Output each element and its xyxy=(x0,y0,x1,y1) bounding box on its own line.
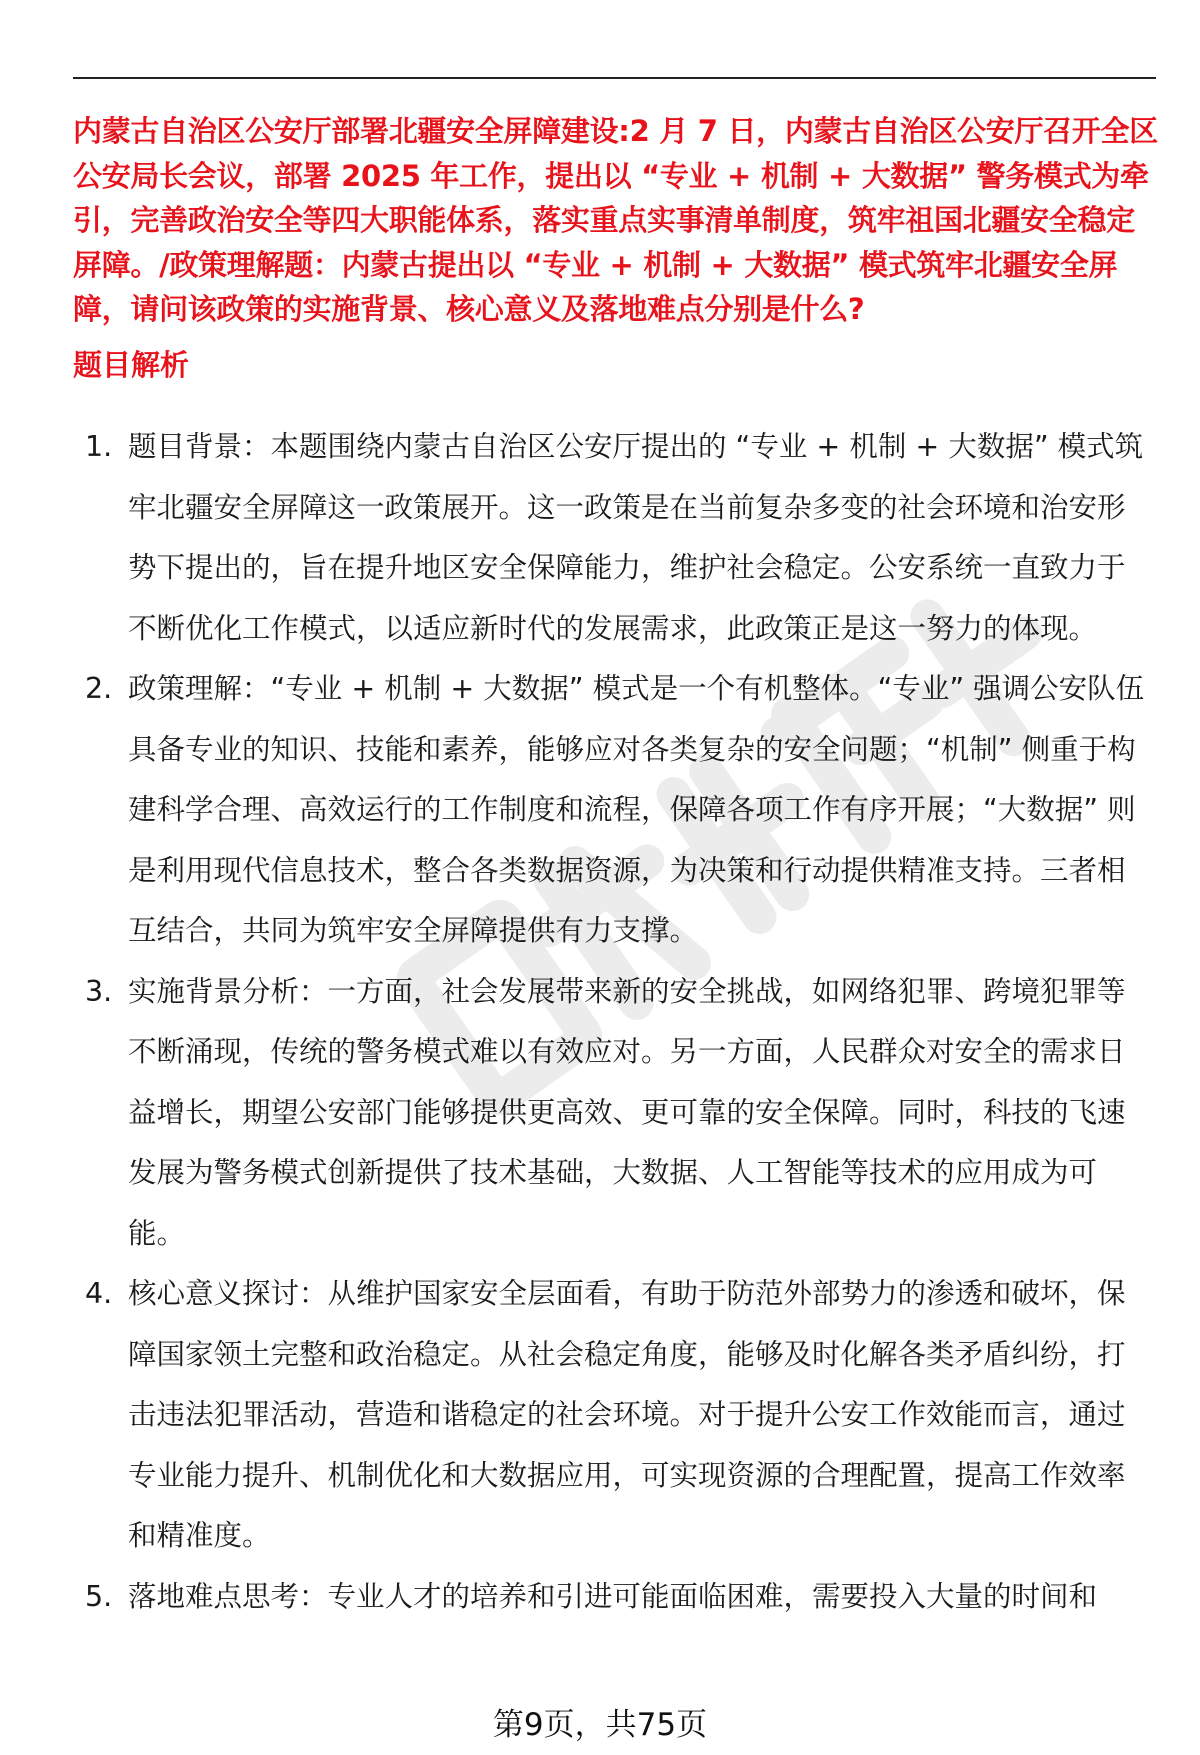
list-item xyxy=(73,1264,1153,1567)
header-rule xyxy=(73,77,1156,79)
analysis-list xyxy=(73,417,1153,1627)
list-item xyxy=(73,659,1153,962)
item-text: 题目背景：本题围绕内蒙古自治区公安厅提出的 “专业 + 机制 + 大数据” 模式筑牢北疆安全屏障这一政策展开。这一政策是在当前复杂多变的社会环境和治安形势下提出的，旨在提升地区安全保障能力，维护社会稳定。公安系统一直致力于不断优化工作模式，以适应新时代的发展需求，此政策正是这一努力的体现。 xyxy=(128,430,1144,645)
item-number: 4. xyxy=(85,1277,113,1310)
question-title: 内蒙古自治区公安厅部署北疆安全屏障建设:2 月 7 日，内蒙古自治区公安厅召开全区公安局长会议，部署 2025 年工作，提出以 “专业 + 机制 + 大数据” 警务模式为牵引，完善政治安全等四大职能体系，落实重点实事清单制度，筑牢祖国北疆安全稳定屏障。/政策理解题：内蒙古提出以 “专业 + 机制 + 大数据” 模式筑牢北疆安全屏障，请问该政策的实施背景、核心意义及落地难点分别是什么? xyxy=(73,114,1158,326)
list-item xyxy=(73,962,1153,1265)
item-number: 3. xyxy=(85,974,113,1008)
section-heading: 题目解析 xyxy=(73,348,190,382)
item-text: 实施背景分析：一方面，社会发展带来新的安全挑战，如网络犯罪、跨境犯罪等不断涌现，传统的警务模式难以有效应对。另一方面，人民群众对安全的需求日益增长，期望公安部门能够提供更高效、更可靠的安全保障。同时，科技的飞速发展为警务模式创新提供了技术基础，大数据、人工智能等技术的应用成为可能。 xyxy=(128,974,1126,1250)
list-item xyxy=(73,1567,1153,1628)
item-number: 1. xyxy=(85,430,113,463)
item-text: 核心意义探讨：从维护国家安全层面看，有助于防范外部势力的渗透和破坏，保障国家领土完整和政治稳定。从社会稳定角度，能够及时化解各类矛盾纠纷，打击违法犯罪活动，营造和谐稳定的社会环境。对于提升公安工作效能而言，通过专业能力提升、机制优化和大数据应用，可实现资源的合理配置，提高工作效率和精准度。 xyxy=(128,1277,1126,1552)
item-text: 政策理解：“专业 + 机制 + 大数据” 模式是一个有机整体。“专业” 强调公安队伍具备专业的知识、技能和素养，能够应对各类复杂的安全问题；“机制” 侧重于构建科学合理、高效运行的工作制度和流程，保障各项工作有序开展；“大数据” 则是利用现代信息技术，整合各类数据资源，为决策和行动提供精准支持。三者相互结合，共同为筑牢安全屏障提供有力支撑。 xyxy=(128,672,1145,947)
item-number: 2. xyxy=(85,672,113,705)
list-item xyxy=(73,417,1153,659)
page-number: 第9页，共75页 xyxy=(492,1707,708,1743)
item-text: 落地难点思考：专业人才的培养和引进可能面临困难，需要投入大量的时间和 xyxy=(128,1579,1098,1613)
item-number: 5. xyxy=(85,1579,113,1613)
